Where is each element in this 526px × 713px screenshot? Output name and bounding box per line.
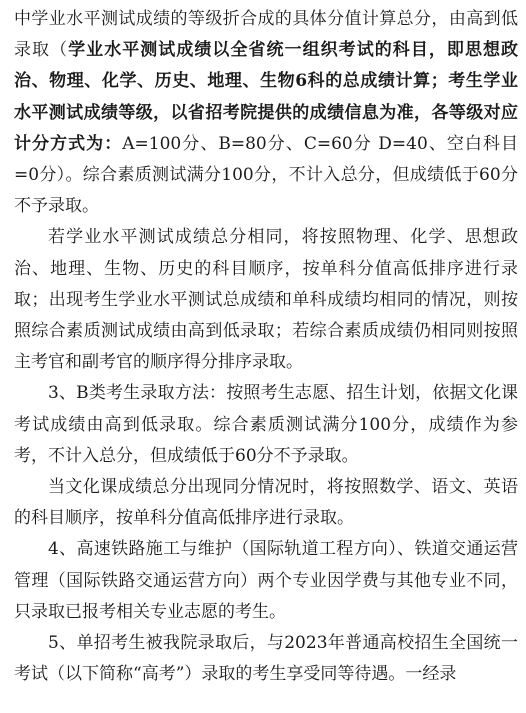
paragraph-1-segment-3: A=100分、B=80分、C=60分 D=40、空白科目=0分）。综合素质测试满分100分，不计入总分，但成绩低于60分不予录取。 — [14, 133, 518, 217]
paragraph-1-segment-2-bold: 学业水平测试成绩以全省统一组织考试的科目，即思想政治、物理、化学、历史、地理、生物6科的总成绩计算；考生学业水平测试成绩等级，以省招考院提供的成绩信息为准，各等级对应计分方式为： — [14, 40, 519, 154]
paragraph-3 — [14, 378, 518, 472]
paragraph-1 — [14, 4, 518, 222]
paragraph-2 — [14, 222, 518, 378]
paragraph-6 — [14, 628, 518, 690]
paragraph-4 — [14, 472, 518, 534]
paragraph-5-text: 4、高速铁路施工与维护（国际轨道工程方向）、铁道交通运营管理（国际铁路交通运营方向）两个专业因学费与其他专业不同，只录取已报考相关专业志愿的考生。 — [14, 539, 518, 622]
paragraph-3-text: 3、B类考生录取方法：按照考生志愿、招生计划，依据文化课考试成绩由高到低录取。综合素质测试满分100分，成绩作为参考，不计入总分，但成绩低于60分不予录取。 — [14, 383, 518, 466]
paragraph-1-segment-1: 中学业水平测试成绩的等级折合成的具体分值计算总分，由高到低录取（ — [14, 9, 518, 61]
paragraph-6-text: 5、单招考生被我院录取后，与2023年普通高校招生全国统一考试（以下简称“高考”）录取的考生享受同等待遇。一经录 — [14, 633, 518, 685]
paragraph-4-text: 当文化课成绩总分出现同分情况时，将按照数学、语文、英语的科目顺序，按单科分值高低排序进行录取。 — [14, 477, 518, 529]
paragraph-2-text: 若学业水平测试成绩总分相同，将按照物理、化学、思想政治、地理、生物、历史的科目顺序，按单科分值高低排序进行录取；出现考生学业水平测试总成绩和单科成绩均相同的情况，则按照综合素质测试成绩由高到低录取；若综合素质成绩仍相同则按照主考官和副考官的顺序得分排序录取。 — [14, 227, 518, 373]
paragraph-5 — [14, 534, 518, 628]
